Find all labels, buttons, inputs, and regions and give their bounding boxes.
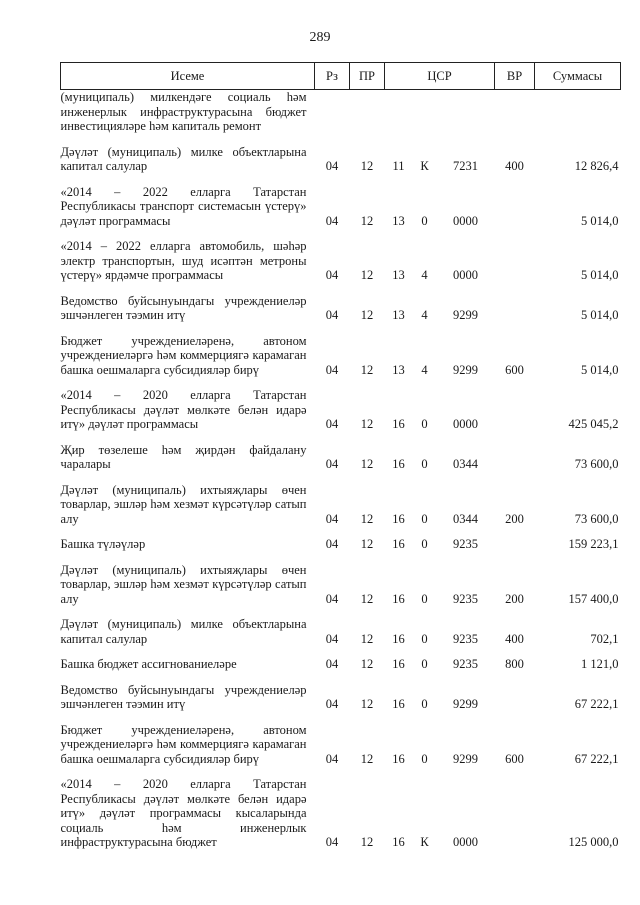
row-rz: 04	[325, 657, 339, 671]
row-name: Ведомство буйсынуындагы учреждениеләр эшчәнлеген тәэмин итү	[60, 682, 307, 711]
row-pr: 12	[360, 631, 374, 646]
row-csr-code: 9235	[453, 657, 478, 671]
row-rz: 04	[325, 835, 339, 849]
row-csr-subprogram	[413, 90, 437, 134]
row-name: «2014 – 2022 елларга автомобиль, шәһәр электр транспортын, шуд исәптән метроны үстерү» ярдәмче программасы	[60, 239, 307, 282]
row-sum: 5 014,0	[581, 268, 619, 282]
row-sum: 67 222,1	[574, 697, 619, 711]
row-name: Бюджет учреждениеләренә, автоном учреждениеләргә һәм коммерциягә карамаган башка оешмаларга субсидияләр бирү	[60, 333, 307, 377]
row-csr-code: 9235	[453, 591, 478, 606]
row-name: Җир төзелеше һәм җирдән файдалану чаралары	[60, 442, 307, 471]
row-csr-subprogram: 0	[421, 591, 428, 606]
row-csr-subprogram: 0	[421, 457, 428, 471]
row-rz: 04	[325, 308, 339, 322]
row-csr-code: 9299	[453, 362, 478, 377]
row-csr-program: 13	[392, 268, 405, 282]
row-pr: 12	[360, 159, 374, 173]
row-vr	[495, 526, 535, 552]
table-row	[61, 472, 621, 527]
row-csr-code: 0000	[453, 417, 478, 431]
row-csr-code: 9299	[453, 751, 478, 766]
page-number: 289	[309, 30, 331, 45]
row-pr: 12	[360, 697, 374, 711]
header-rz: Рз	[315, 63, 350, 90]
row-rz: 04	[325, 417, 339, 431]
row-vr	[495, 766, 535, 850]
row-name: «2014 – 2022 елларга Татарстан Республикасы транспорт системасын үстерү» дәүләт программасы	[60, 184, 307, 228]
table-row	[61, 432, 621, 472]
row-pr: 12	[360, 511, 374, 526]
row-sum: 12 826,4	[574, 159, 619, 173]
table-row	[61, 377, 621, 432]
row-sum: 1 121,0	[581, 657, 619, 671]
row-sum: 702,1	[590, 631, 619, 646]
row-csr-code: 0000	[453, 268, 478, 282]
table-row	[61, 606, 621, 646]
row-pr: 12	[360, 457, 374, 471]
row-csr-code: 0000	[453, 213, 478, 228]
row-vr	[495, 283, 535, 323]
row-sum: 425 045,2	[568, 417, 619, 431]
row-csr-code: 9299	[453, 697, 478, 711]
row-name: Дәүләт (муниципаль) милке объектларына капитал салулар	[60, 617, 307, 646]
header-name: Исеме	[61, 63, 315, 90]
row-rz: 04	[325, 268, 339, 282]
row-csr-program: 13	[392, 213, 405, 228]
header-csr: ЦСР	[385, 63, 495, 90]
table-header	[61, 63, 621, 90]
header-pr: ПР	[350, 63, 385, 90]
row-vr: 200	[505, 591, 524, 606]
header-sum: Суммасы	[535, 63, 621, 90]
row-sum: 73 600,0	[574, 457, 619, 471]
row-vr: 600	[505, 751, 524, 766]
row-csr-subprogram: 4	[421, 268, 428, 282]
row-csr-subprogram: 0	[421, 213, 428, 228]
row-csr-code: 0000	[453, 835, 478, 849]
table-row	[61, 283, 621, 323]
row-name: «2014 – 2020 елларга Татарстан Республикасы дәүләт мөлкәте белән идарә итү» дәүләт программасы	[60, 388, 307, 431]
row-pr: 12	[360, 657, 374, 671]
budget-table	[60, 62, 621, 850]
row-vr: 400	[505, 631, 524, 646]
row-name: (муниципаль) милкендәге социаль һәм инженерлык инфраструктурасына бюджет инвестицияләре һәм капиталь ремонт	[60, 90, 307, 133]
row-rz	[315, 90, 350, 134]
table-row	[61, 174, 621, 229]
row-csr-subprogram: 0	[421, 657, 428, 671]
row-rz: 04	[325, 591, 339, 606]
row-csr-program: 13	[392, 362, 405, 377]
row-csr-subprogram: 4	[421, 362, 428, 377]
row-vr: 800	[505, 657, 524, 671]
table-row	[61, 90, 621, 134]
row-rz: 04	[325, 457, 339, 471]
row-csr-subprogram: 0	[421, 417, 428, 431]
table-row	[61, 323, 621, 378]
row-sum	[535, 90, 621, 134]
row-csr-code: 9299	[453, 308, 478, 322]
table-row	[61, 646, 621, 672]
row-pr: 12	[360, 537, 374, 551]
row-sum: 5 014,0	[581, 213, 619, 228]
row-rz: 04	[325, 362, 339, 377]
row-pr: 12	[360, 362, 374, 377]
row-csr-subprogram: 0	[421, 697, 428, 711]
row-csr-program	[385, 90, 413, 134]
row-name: Башка бюджет ассигнованиеләре	[60, 657, 237, 671]
row-csr-subprogram: 0	[421, 751, 428, 766]
table-row	[61, 712, 621, 767]
row-sum: 67 222,1	[574, 751, 619, 766]
row-sum: 5 014,0	[581, 362, 619, 377]
row-csr-program: 16	[392, 835, 405, 849]
row-name: Бюджет учреждениеләренә, автоном учреждениеләргә һәм коммерциягә карамаган башка оешмаларга субсидияләр бирү	[60, 722, 307, 766]
row-vr: 400	[505, 159, 524, 173]
row-csr-code: 0344	[453, 511, 478, 526]
row-csr-program: 16	[392, 697, 405, 711]
row-csr-program: 16	[392, 657, 405, 671]
row-name: Дәүләт (муниципаль) ихтыяҗлары өчен товарлар, эшләр һәм хезмәт күрсәтүләр сатып алу	[60, 482, 307, 526]
row-sum: 159 223,1	[568, 537, 619, 551]
row-name: «2014 – 2020 елларга Татарстан Республикасы дәүләт мөлкәте белән идарә итү» дәүләт программасы кысаларында социаль һәм инженерлык инфраструктурасына бюджет	[60, 777, 307, 849]
row-pr: 12	[360, 751, 374, 766]
row-csr-program: 11	[392, 159, 405, 173]
row-rz: 04	[325, 537, 339, 551]
row-csr-program: 16	[392, 457, 405, 471]
row-csr-program: 13	[392, 308, 405, 322]
row-pr: 12	[360, 308, 374, 322]
row-sum: 125 000,0	[568, 835, 619, 849]
row-csr-subprogram: К	[420, 835, 429, 849]
row-sum: 157 400,0	[568, 591, 619, 606]
row-pr	[350, 90, 385, 134]
row-csr-subprogram: 0	[421, 537, 428, 551]
row-csr-code	[437, 90, 495, 134]
row-csr-code: 0344	[453, 457, 478, 471]
row-vr	[495, 377, 535, 432]
row-csr-program: 16	[392, 751, 405, 766]
row-rz: 04	[325, 631, 339, 646]
row-csr-subprogram: 0	[421, 511, 428, 526]
table-row	[61, 134, 621, 174]
row-name: Дәүләт (муниципаль) ихтыяҗлары өчен товарлар, эшләр һәм хезмәт күрсәтүләр сатып алу	[60, 562, 307, 606]
table-row	[61, 526, 621, 552]
row-csr-code: 9235	[453, 631, 478, 646]
table-row	[61, 228, 621, 283]
row-vr	[495, 672, 535, 712]
row-rz: 04	[325, 159, 339, 173]
row-csr-subprogram: 4	[421, 308, 428, 322]
row-pr: 12	[360, 213, 374, 228]
row-rz: 04	[325, 697, 339, 711]
row-name: Ведомство буйсынуындагы учреждениеләр эшчәнлеген тәэмин итү	[60, 293, 307, 322]
header-vr: ВР	[495, 63, 535, 90]
row-csr-subprogram: К	[420, 159, 429, 173]
row-vr: 600	[505, 362, 524, 377]
row-pr: 12	[360, 591, 374, 606]
table-row	[61, 672, 621, 712]
row-name: Дәүләт (муниципаль) милке объектларына капитал салулар	[60, 144, 307, 173]
row-pr: 12	[360, 268, 374, 282]
row-csr-program: 16	[392, 591, 405, 606]
row-pr: 12	[360, 835, 374, 849]
row-sum: 73 600,0	[574, 511, 619, 526]
row-csr-program: 16	[392, 511, 405, 526]
row-csr-program: 16	[392, 537, 405, 551]
row-csr-code: 9235	[453, 537, 478, 551]
row-vr	[495, 90, 535, 134]
row-vr	[495, 228, 535, 283]
row-vr	[495, 174, 535, 229]
row-csr-subprogram: 0	[421, 631, 428, 646]
table-row	[61, 552, 621, 607]
row-rz: 04	[325, 511, 339, 526]
row-pr: 12	[360, 417, 374, 431]
row-sum: 5 014,0	[581, 308, 619, 322]
row-name: Башка түләүләр	[60, 537, 146, 551]
row-csr-code: 7231	[453, 159, 478, 173]
row-csr-program: 16	[392, 631, 405, 646]
row-vr: 200	[505, 511, 524, 526]
row-vr	[495, 432, 535, 472]
row-rz: 04	[325, 751, 339, 766]
row-rz: 04	[325, 213, 339, 228]
row-csr-program: 16	[392, 417, 405, 431]
table-row	[61, 766, 621, 850]
